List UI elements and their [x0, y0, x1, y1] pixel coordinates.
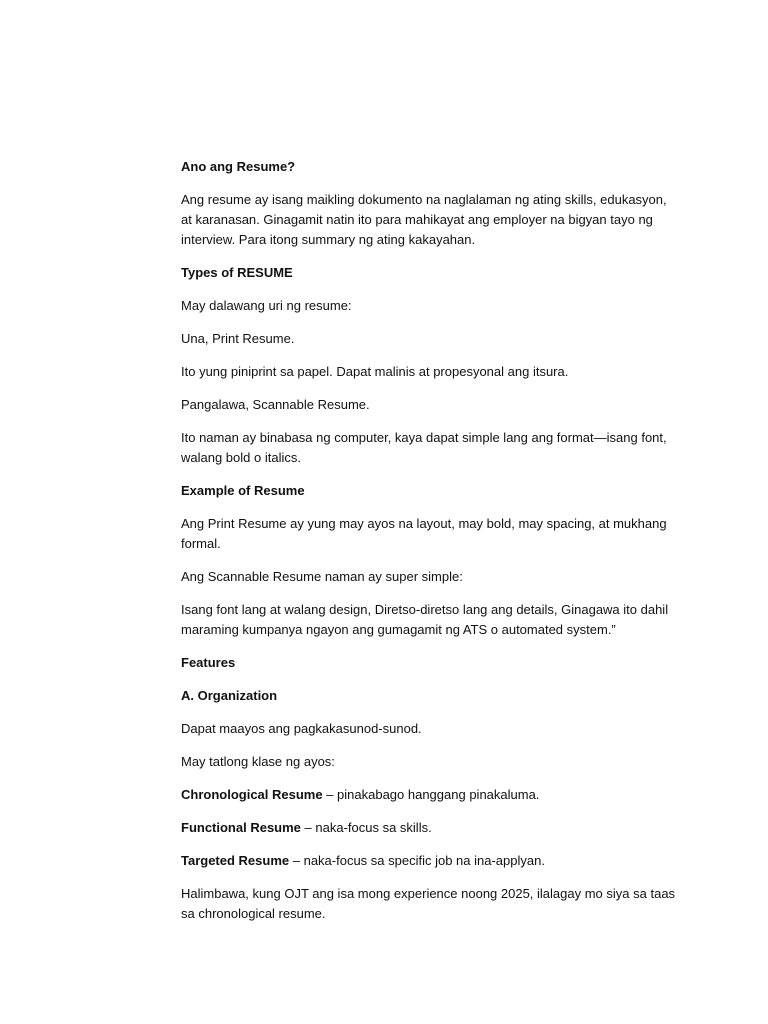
document-page: [181, 157, 681, 937]
list-item-functional: [181, 818, 681, 838]
heading-example-of-resume: Example of Resume: [181, 483, 305, 498]
paragraph-order: Dapat maayos ang pagkakasunod-sunod.: [181, 721, 422, 736]
paragraph-print-resume: Una, Print Resume.: [181, 331, 295, 346]
targeted-description: – naka-focus sa specific job na ina-applyan.: [289, 853, 545, 868]
functional-description: – naka-focus sa skills.: [300, 820, 432, 835]
chronological-description: – pinakabago hanggang pinakaluma.: [322, 787, 540, 802]
paragraph-types-intro: May dalawang uri ng resume:: [181, 298, 352, 313]
heading-what-is-resume: Ano ang Resume?: [181, 159, 296, 174]
paragraph-definition: Ang resume ay isang maikling dokumento na naglalaman ng ating skills, edukasyon, at karanasan. Ginagamit natin ito para mahikayat ang employer na bigyan tayo ng interview. Para itong summary ng ating kakayahan.: [181, 192, 667, 247]
paragraph-scannable-resume-description: Ito naman ay binabasa ng computer, kaya dapat simple lang ang format—isang font, walang bold o italics.: [181, 430, 667, 465]
targeted-term: Targeted Resume: [181, 853, 290, 868]
heading-types-of-resume: Types of RESUME: [181, 265, 293, 280]
list-item-targeted: [181, 851, 681, 871]
paragraph-ojt-example: Halimbawa, kung OJT ang isa mong experience noong 2025, ilalagay mo siya sa taas sa chronological resume.: [181, 886, 676, 921]
paragraph-print-example: Ang Print Resume ay yung may ayos na layout, may bold, may spacing, at mukhang formal.: [181, 516, 667, 551]
heading-features: Features: [181, 655, 236, 670]
paragraph-print-resume-description: Ito yung piniprint sa papel. Dapat malinis at propesyonal ang itsura.: [181, 364, 569, 379]
paragraph-scannable-detail: Isang font lang at walang design, Diretso-diretso lang ang details, Ginagawa ito dahil maraming kumpanya ngayon ang gumagamit ng ATS o automated system.”: [181, 602, 669, 637]
functional-term: Functional Resume: [181, 820, 301, 835]
heading-organization: A. Organization: [181, 688, 278, 703]
list-item-chronological: [181, 785, 681, 805]
chronological-term: Chronological Resume: [181, 787, 323, 802]
paragraph-scannable-resume: Pangalawa, Scannable Resume.: [181, 397, 370, 412]
paragraph-scannable-example: Ang Scannable Resume naman ay super simple:: [181, 569, 463, 584]
paragraph-three-kinds: May tatlong klase ng ayos:: [181, 754, 335, 769]
